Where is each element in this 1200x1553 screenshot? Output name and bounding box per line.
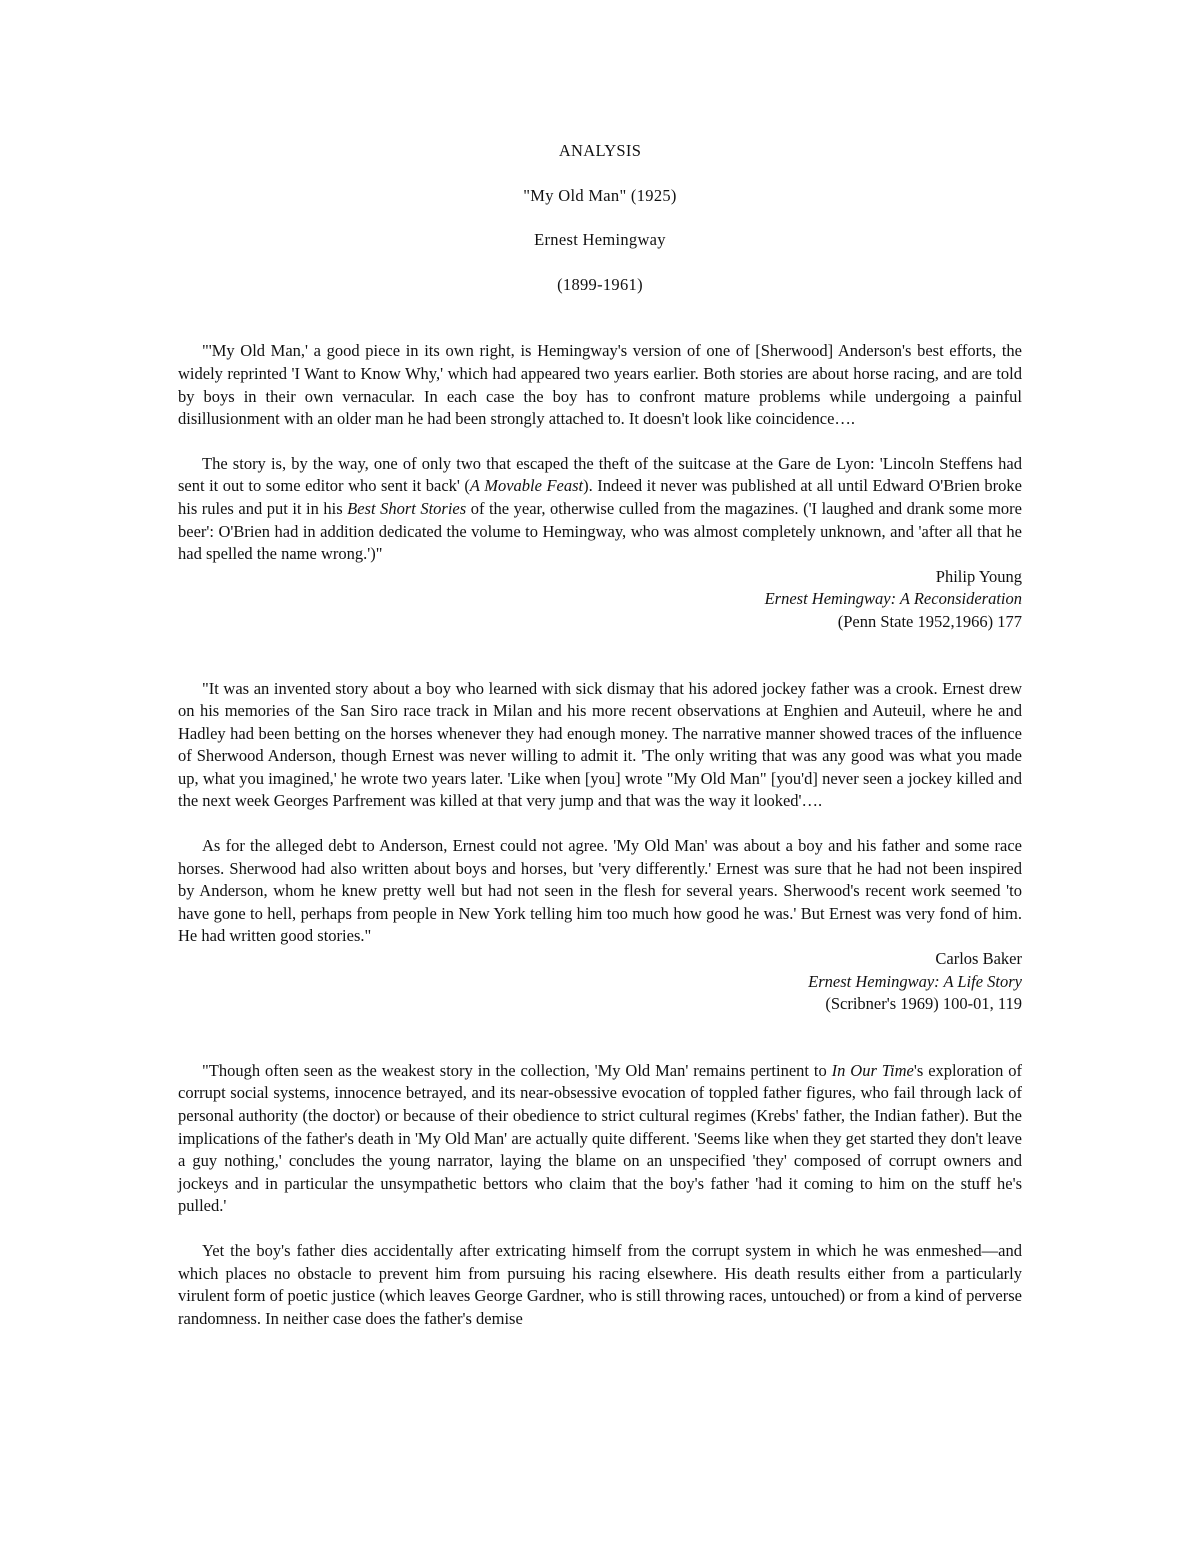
author-name: Ernest Hemingway (534, 230, 666, 250)
book-title-in-our-time: In Our Time (831, 1060, 914, 1080)
young-paragraph-1: "'My Old Man,' a good piece in its own right, is Hemingway's version of one of [Sherwood] Anderson's best efforts, the widely reprinted 'I Want to Know Why,' which had appeared two years earlier. Both stories are about horse racing, and are told by boys in their own vernacular. In each case the boy has to confront mature problems while undergoing a painful disillusionment with an older man he had been strongly attached to. It doesn't look like coincidence…. (178, 341, 1022, 429)
baker-paragraph-1: "It was an invented story about a boy who learned with sick dismay that his adored jockey father was a crook. Ernest drew on his memories of the San Siro race track in Milan and his more recent observations at Enghien and Auteuil, where he and Hadley had been betting on the horses whenever they had enough money. The narrative manner showed traces of the influence of Sherwood Anderson, though Ernest was never willing to admit it. 'The only writing that was any good was what you made up, what you imagined,' he wrote two years later. 'Like when [you] wrote "My Old Man" [you'd] never seen a jockey killed and the next week Georges Parfrement was killed at that very jump and that was the way it looked'…. (178, 678, 1022, 811)
citation-publication: (Scribner's 1969) 100-01, 119 (825, 994, 1022, 1014)
citation-publication: (Penn State 1952,1966) 177 (837, 611, 1022, 631)
third-paragraph-1 (178, 1060, 1022, 1218)
author-dates: (1899-1961) (557, 274, 643, 294)
citation-baker (178, 948, 1022, 1016)
young-p2-text-b: ). Indeed it never was published at all until Edward O'Brien broke his rules and put it in his (178, 476, 1022, 518)
young-p2-text-a: The story is, by the way, one of only two that escaped the theft of the suitcase at the Gare de Lyon: 'Lincoln Steffens had sent it out to some editor who sent it back' ( (178, 453, 1022, 496)
baker-paragraph-2: As for the alleged debt to Anderson, Ernest could not agree. 'My Old Man' was about a boy and his father and some race horses. Sherwood had also written about boys and horses, but 'very differently.' Ernest was sure that he had not been inspired by Anderson, whom he knew pretty well but had not seen in the flesh for several years. Sherwood's recent work seemed 'to have gone to hell, perhaps from people in New York telling him too much how good he was.' But Ernest was very fond of him. He had written good stories." (178, 836, 1022, 946)
citation-book-title: Ernest Hemingway: A Life Story (808, 971, 1022, 991)
analysis-label: ANALYSIS (558, 141, 642, 160)
book-title-movable-feast: A Movable Feast (469, 476, 584, 496)
story-title: "My Old Man" (1925) (523, 185, 677, 205)
third-paragraph-2: Yet the boy's father dies accidentally after extricating himself from the corrupt system in which he was enmeshed—and which places no obstacle to prevent him from pursuing his racing elsewhere. His death results either from a particularly virulent form of poetic justice (which leaves George Gardner, who is still throwing races, untouched) or from a kind of perverse randomness. In neither case does the father's demise (178, 1240, 1022, 1328)
third-p1-text-a: "Though often seen as the weakest story in the collection, 'My Old Man' remains pertinent to (202, 1060, 832, 1080)
citation-book-title: Ernest Hemingway: A Reconsideration (764, 589, 1022, 609)
young-p2-text-c: of the year, otherwise culled from the magazines. ('I laughed and drank some more beer': O'Brien had in addition dedicated the volume to Hemingway, who was almost completely unknown, and 'after all that he had spelled the name wrong.')" (178, 498, 1022, 564)
young-paragraph-2 (178, 453, 1022, 566)
third-p1-text-b: 's exploration of corrupt social systems, innocence betrayed, and its near-obsessive evocation of toppled father figures, who fail through lack of personal authority (the doctor) or because of their obedience to strict cultural regimes (Krebs' father, the Indian father). But the implications of the father's death in 'My Old Man' are actually quite different. 'Seems like when they get started they don't leave a guy nothing,' concludes the young narrator, laying the blame on an unspecified 'they' composed of corrupt owners and jockeys and in particular the unsympathetic bettors who claim that the boy's father 'had it coming to him on the stuff he's pulled.' (178, 1060, 1022, 1216)
citation-author: Philip Young (935, 566, 1022, 586)
document-page (178, 140, 1022, 1352)
citation-young (178, 566, 1022, 634)
citation-author: Carlos Baker (935, 949, 1022, 969)
book-title-best-short-stories: Best Short Stories (347, 498, 467, 518)
